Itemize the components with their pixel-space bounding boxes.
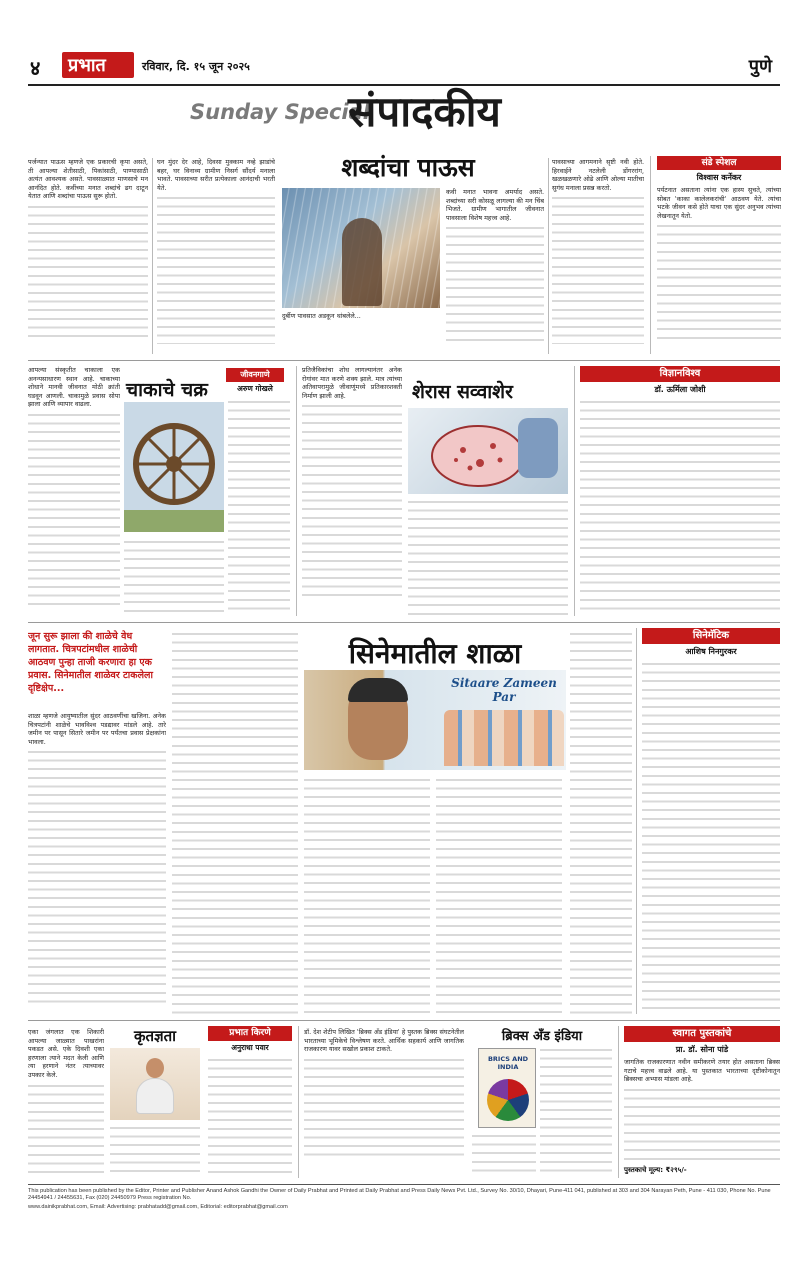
sharas-right-col bbox=[580, 398, 780, 616]
col-divider bbox=[298, 1026, 299, 1178]
text-filler bbox=[124, 538, 224, 616]
wheel-photo bbox=[124, 402, 224, 532]
text-filler bbox=[172, 630, 298, 1014]
masthead bbox=[28, 52, 780, 82]
chaka-headline: चाकाचे चक्र bbox=[126, 379, 208, 401]
text-filler bbox=[28, 411, 120, 611]
sampadakiya-title: संपादकीय bbox=[348, 87, 501, 136]
text-filler bbox=[304, 1056, 464, 1156]
sunday-special-text: पर्यटनात असताना त्यांना एक हास्य सुचते, त्यांच्या सोबत 'काका कालेलकरांची' आठवण येते. त्यांचा भटके जीवन कसे होते याचा एक सुंदर अनुभव त्यांच्या लेखनातून येतो. bbox=[657, 186, 781, 352]
cinema-section-label: सिनेमॅटिक bbox=[642, 628, 780, 644]
krutadnyata-section-label: प्रभात किरणे bbox=[208, 1026, 292, 1041]
col-divider bbox=[296, 366, 297, 616]
brics-left-col: डॉ. देश शेटीप लिखित 'ब्रिक्स अँड इंडिया' हे पुस्तक ब्रिक्स संघटनेतील भारताच्या भूमिकेचे विश्लेषण करते. आर्थिक सहकार्य आणि जागतिक राजकारण यावर सखोल प्रकाश टाकते. bbox=[304, 1028, 464, 1178]
text-filler bbox=[642, 660, 780, 1014]
krutadnyata-mid-col bbox=[110, 1124, 200, 1178]
sharas-headline: शेरास सव्वाशेर bbox=[412, 381, 513, 403]
person-head bbox=[146, 1058, 164, 1078]
book-cover-title: BRICS AND INDIA bbox=[487, 1055, 529, 1071]
text-filler bbox=[472, 1132, 536, 1178]
sunday-special-box bbox=[650, 156, 780, 354]
text-filler bbox=[657, 222, 781, 342]
text-filler bbox=[110, 1124, 200, 1178]
petri-dish-icon bbox=[408, 408, 568, 494]
text-filler bbox=[157, 194, 275, 344]
lead-col-1: पर्जन्यात पाऊस म्हणजे एक प्रकारची कृपा असते, ती आपल्या शेतीसाठी, पिकांसाठी, पाण्यासाठी अत्यंत आवश्यक असते. पावसाळ्यात माणसाचे मन आनंदित होते. कवींच्या मनात शब्दांचे ढग दाटून येतात आणि शब्दांचा पाऊस सुरू होतो. bbox=[28, 158, 148, 354]
person-silhouette bbox=[342, 218, 382, 306]
text-filler bbox=[408, 498, 568, 616]
logo bbox=[62, 52, 134, 78]
footer-rule bbox=[28, 1184, 780, 1185]
text-filler bbox=[304, 776, 430, 1014]
lead-photo bbox=[282, 188, 440, 308]
lead-photo-caption: दुर्बीण पावसात अडकून थांबलेले... bbox=[282, 312, 361, 320]
text-filler bbox=[302, 402, 402, 602]
footer-imprint: This publication has been published by the Editor, Printer and Publisher Anand Ashok Gandhi the Owner of Daily Prabhat and Printed at Daily Prabhat and Press Daily News Pvt. Ltd., Survey No. 30/10, Dhayari, Pune-411 041, published at 303 and 304 Narayan Peth, Pune - 411 030, Phone No. Pune 24454941 / 24455631, Fax (020) 24450979 Press registration No. bbox=[28, 1188, 771, 1201]
brics-mid-col bbox=[540, 1046, 612, 1178]
text-filler bbox=[580, 398, 780, 616]
krutadnyata-right-col bbox=[208, 1056, 292, 1178]
person-body bbox=[136, 1078, 174, 1114]
city-name: पुणे bbox=[748, 56, 772, 77]
krutadnyata-author: अनुराधा पवार bbox=[231, 1043, 269, 1052]
chaka-section-label: जीवनगाणे bbox=[226, 368, 284, 382]
lead-col-3: कवी मनात भावना अमर्याद असते. शब्दांच्या सरी कोसळू लागल्या की मन चिंब भिजते. ग्रामीण भागातील जीवनात पावसाला विशेष महत्त्व आहे. bbox=[446, 188, 544, 354]
wheel-icon bbox=[124, 402, 224, 532]
swagat-author: प्रा. डॉ. सोना पांडे bbox=[675, 1045, 729, 1054]
text-filler bbox=[446, 224, 544, 344]
cinema-intro: जून सुरू झाला की शाळेचे वेध लागतात. चित्रपटांमधील शाळेची आठवण पुन्हा ताजी करणारा हा एक प्रवास. सिनेमातील शाळेवर टाकलेला दृष्टिक्षेप... bbox=[28, 631, 153, 694]
krutadnyata-headline: कृतज्ञता bbox=[133, 1027, 177, 1045]
cinema-left-col: शाळा म्हणजे आयुष्यातील सुंदर आठवणींचा खजिना. अनेक चित्रपटांनी शाळेचे भावविश्व पडद्यावर मांडले आहे. तारे जमीन पर पासून सितारे जमीन पर पर्यंतचा प्रवास प्रेक्षकांना भावला. bbox=[28, 712, 166, 1014]
text-filler bbox=[208, 1056, 292, 1178]
sharas-left-col: प्रतिजैविकांचा शोध लागल्यानंतर अनेक रोगांवर मात करणे शक्य झाले. मात्र त्यांच्या अतिवापरामुळे जीवाणूंमध्ये प्रतिकारशक्ती निर्माण झाली आहे. bbox=[302, 366, 402, 616]
poster-kids bbox=[444, 710, 564, 766]
sunday-special-label: Sunday Special bbox=[190, 100, 370, 124]
cinema-right-col bbox=[642, 660, 780, 1014]
col-divider bbox=[548, 158, 549, 354]
brics-bottom-col bbox=[472, 1132, 536, 1178]
sunday-special-header: संडे स्पेशल bbox=[657, 156, 781, 170]
text-filler bbox=[228, 398, 290, 616]
section-rule bbox=[28, 1020, 780, 1021]
cinema-author: आशिष निनगुरकर bbox=[685, 647, 737, 656]
brics-price: पुस्तकाचे मूल्य: ₹२९५/- bbox=[624, 1166, 687, 1174]
sunday-special-author: विश्वास कर्नेकर bbox=[696, 173, 742, 182]
section-rule bbox=[28, 622, 780, 623]
sharas-mid-col bbox=[408, 498, 568, 616]
chaka-left-col: आपल्या संस्कृतीत चाकाला एक अनन्यसाधारण स्थान आहे. चाकाच्या शोधाने मानवी जीवनात मोठी क्रांती घडवून आणली. चाकामुळे प्रवास सोपा झाला आणि व्यापार वाढला. bbox=[28, 366, 120, 616]
chaka-bottom-col bbox=[124, 538, 224, 616]
movie-poster bbox=[304, 670, 566, 770]
cinema-col-3 bbox=[304, 776, 430, 1014]
text-filler bbox=[436, 776, 562, 1014]
text-filler bbox=[28, 1082, 104, 1178]
swagat-header: स्वागत पुस्तकांचे bbox=[624, 1026, 780, 1042]
sharas-author: डॉ. ऊर्मिला जोशी bbox=[654, 385, 706, 394]
lead-col-4: पावसाच्या आगमनाने सृष्टी नवी होते. हिरवाईने नटलेली डोंगररांग, खळखळणारे ओढे आणि ओल्या मातीचा सुगंध मनाला प्रसन्न करतो. bbox=[552, 158, 644, 354]
lead-col-2: घन मुंदर देर आहे, दिवसा मुक्काम नव्हे झाडांचे बहर, घर विनाव्य ग्रामीण निसर्ग सौंदर्य मनाला भावते. पावसाच्या सरीत प्रत्येकाला आनंदाची भरती येते. bbox=[157, 158, 275, 354]
date-line: रविवार, दि. १५ जून २०२५ bbox=[142, 60, 250, 73]
cinema-col-5 bbox=[570, 630, 632, 1014]
lead-headline: शब्दांचा पाऊस bbox=[341, 153, 475, 182]
petri-dish-photo bbox=[408, 408, 568, 494]
chaka-author: अरुण गोखले bbox=[237, 384, 273, 393]
text-filler bbox=[28, 748, 166, 1008]
page-number: ४ bbox=[30, 56, 41, 80]
sharas-section-label: विज्ञानविश्व bbox=[580, 366, 780, 382]
cinema-headline: सिनेमातील शाळा bbox=[348, 637, 522, 670]
cinema-col-2 bbox=[172, 630, 298, 1014]
cinema-col-4 bbox=[436, 776, 562, 1014]
krutadnyata-left-col: एका जंगलात एक शिकारी आपल्या जाळ्यात पाखरांना पकडत असे. एके दिवशी एका हरणाला त्याने मदत केली आणि त्या हरणाने नंतर त्याच्यावर उपकार केले. bbox=[28, 1028, 104, 1178]
section-rule bbox=[28, 360, 780, 361]
text-filler bbox=[570, 630, 632, 1014]
brics-headline: ब्रिक्स अँड इंडिया bbox=[501, 1029, 583, 1044]
text-filler bbox=[28, 203, 148, 343]
logo-text: प्रभात bbox=[68, 55, 106, 76]
actor-hair bbox=[348, 678, 408, 702]
col-divider bbox=[636, 628, 637, 1014]
chaka-right-col-1 bbox=[228, 398, 290, 616]
col-divider bbox=[618, 1026, 619, 1178]
brics-book-cover bbox=[478, 1048, 536, 1128]
editorial-banner bbox=[190, 87, 550, 142]
text-filler bbox=[624, 1086, 780, 1166]
meditation-photo bbox=[110, 1048, 200, 1120]
poster-title: Sitaare Zameen Par bbox=[451, 676, 557, 704]
footer-contacts: www.dainikprabhat.com, Email: Advertising: prabhatadd@gmail.com, Editorial: editorprabhat@gmail.com bbox=[28, 1204, 288, 1210]
col-divider bbox=[574, 366, 575, 616]
book-cover-art bbox=[487, 1079, 529, 1121]
col-divider bbox=[152, 158, 153, 354]
text-filler bbox=[540, 1046, 612, 1178]
swagat-text: जागतिक राजकारणात नवीन समीकरणे तयार होत असताना ब्रिक्स गटाचे महत्त्व वाढले आहे. या पुस्तकात भारताच्या दृष्टीकोनातून ब्रिक्सचा अभ्यास मांडला आहे. bbox=[624, 1058, 780, 1166]
text-filler bbox=[552, 194, 644, 344]
